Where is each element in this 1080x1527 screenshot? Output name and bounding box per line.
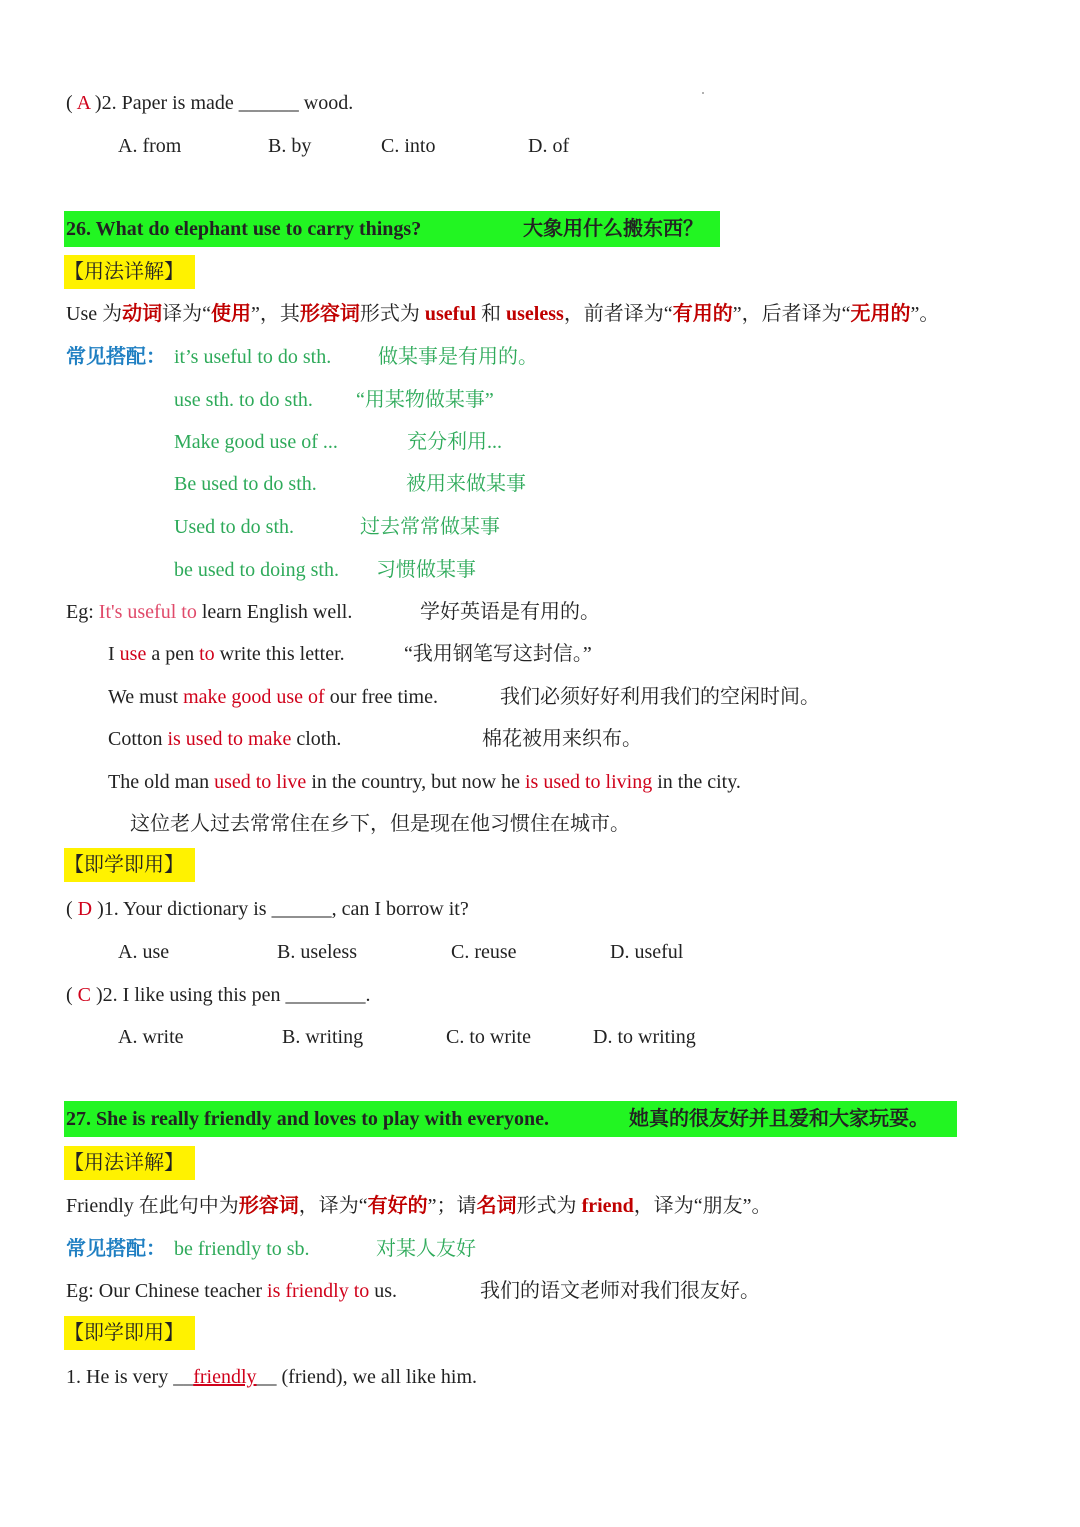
usage-keyword: 有用的 <box>672 303 733 325</box>
example-text: in the city. <box>652 771 741 793</box>
example-text: in the country, but now he <box>306 771 525 793</box>
collocation-en: it’s useful to do sth. <box>174 346 332 368</box>
usage-keyword: useful <box>424 303 477 325</box>
usage-text: 和 <box>476 303 507 325</box>
usage-keyword: 名词 <box>476 1195 517 1217</box>
answer-letter: A <box>76 92 90 114</box>
collocation-en: Be used to do sth. <box>174 473 317 495</box>
example-5-zh: 这位老人过去常常住在乡下，但是现在他习惯住在城市。 <box>130 813 630 835</box>
example-text: a pen <box>146 643 200 665</box>
example-text: write this letter. <box>214 643 345 665</box>
example-1 <box>66 1277 397 1305</box>
example-text: us. <box>369 1280 398 1302</box>
question-text: __ (friend), we all like him. <box>256 1366 478 1388</box>
example-highlight: used to live <box>214 771 307 793</box>
option-b: B. by <box>268 135 312 157</box>
example-text: cloth. <box>291 728 342 750</box>
usage-text: ，前者译为“ <box>563 303 673 325</box>
collocation-zh: 习惯做某事 <box>376 559 476 581</box>
example-2 <box>108 640 345 668</box>
section-27-title-en: 27. She is really friendly and loves to play with everyone. <box>66 1108 549 1130</box>
usage-text: ，译为“ <box>298 1195 368 1217</box>
example-1-zh: 学好英语是有用的。 <box>420 601 600 623</box>
question-text: )2. Paper is made ______ wood. <box>94 92 354 114</box>
option-b: B. writing <box>282 1026 364 1048</box>
example-highlight: It's useful to <box>98 601 197 623</box>
option-a: A. write <box>118 1026 184 1048</box>
usage-explanation <box>66 300 939 328</box>
example-highlight: is used to living <box>524 771 653 793</box>
collocation-zh: 过去常常做某事 <box>360 516 500 538</box>
example-highlight: use <box>119 643 147 665</box>
practice-question-1: ( D )1. Your dictionary is ______, can I borrow it? <box>66 898 469 920</box>
example-4-zh: 棉花被用来织布。 <box>482 728 642 750</box>
collocation-en: use sth. to do sth. <box>174 389 313 411</box>
fill-answer: friendly <box>193 1366 257 1388</box>
question-text: )2. I like using this pen ________. <box>96 984 371 1006</box>
scan-dot <box>702 92 704 94</box>
usage-explanation <box>66 1192 772 1220</box>
usage-keyword: 形容词 <box>238 1195 299 1217</box>
example-highlight: is friendly to <box>267 1280 370 1302</box>
practice-tag: 【即学即用】 <box>64 854 184 876</box>
usage-keyword: 无用的 <box>850 303 911 325</box>
example-text: I <box>108 643 120 665</box>
option-b: B. useless <box>277 941 357 963</box>
example-2-zh: “我用钢笔写这封信。” <box>404 643 592 665</box>
option-d: D. to writing <box>593 1026 696 1048</box>
usage-keyword: 有好的 <box>367 1195 428 1217</box>
usage-text: ”；请 <box>427 1195 477 1217</box>
practice-tag: 【即学即用】 <box>64 1322 184 1344</box>
question-text: )1. Your dictionary is ______, can I borrow it? <box>97 898 469 920</box>
practice-question-2: ( C )2. I like using this pen ________. <box>66 984 371 1006</box>
option-c: C. reuse <box>451 941 517 963</box>
collocation-zh: “用某物做某事” <box>356 389 494 411</box>
option-c: C. into <box>381 135 436 157</box>
example-text: Eg: <box>66 601 99 623</box>
section-26-title-en: 26. What do elephant use to carry things? <box>66 218 422 240</box>
example-3 <box>108 683 438 711</box>
top-question: ( A )2. Paper is made ______ wood. <box>66 92 354 114</box>
example-1-zh: 我们的语文老师对我们很友好。 <box>480 1280 760 1302</box>
collocation-label: 常见搭配： <box>66 1238 166 1260</box>
usage-text: 形式为 <box>359 303 425 325</box>
usage-keyword: 形容词 <box>299 303 360 325</box>
usage-text: ”，其 <box>251 303 300 325</box>
example-text: We must <box>108 686 184 708</box>
usage-text: Use 为 <box>66 303 123 325</box>
fill-in-question <box>66 1363 477 1391</box>
usage-text: ”。 <box>910 303 940 325</box>
example-highlight: to <box>199 643 215 665</box>
collocation-zh: 被用来做某事 <box>406 473 526 495</box>
collocation-zh: 充分利用... <box>407 431 502 453</box>
question-text: 1. He is very __ <box>66 1366 194 1388</box>
usage-text: ”，后者译为“ <box>732 303 851 325</box>
example-text: Cotton <box>108 728 168 750</box>
usage-keyword: 动词 <box>122 303 163 325</box>
section-27-title-zh: 她真的很友好并且爱和大家玩耍。 <box>629 1108 929 1130</box>
example-text: The old man <box>108 771 215 793</box>
example-1 <box>66 598 352 626</box>
collocation-en: Used to do sth. <box>174 516 294 538</box>
usage-tag: 【用法详解】 <box>64 261 184 283</box>
example-text: Eg: Our Chinese teacher <box>66 1280 268 1302</box>
answer-letter: C <box>77 984 92 1006</box>
example-4 <box>108 725 341 753</box>
example-text: our free time. <box>324 686 438 708</box>
example-highlight: is used to make <box>167 728 292 750</box>
collocation-en: be friendly to sb. <box>174 1238 310 1260</box>
option-a: A. from <box>118 135 182 157</box>
answer-letter: D <box>77 898 93 920</box>
collocation-en: be used to doing sth. <box>174 559 339 581</box>
example-5 <box>108 768 741 796</box>
option-a: A. use <box>118 941 170 963</box>
usage-text: ，译为“朋友”。 <box>633 1195 772 1217</box>
collocation-zh: 做某事是有用的。 <box>378 346 538 368</box>
example-text: learn English well. <box>196 601 353 623</box>
collocation-label: 常见搭配： <box>66 346 166 368</box>
section-26-title-zh: 大象用什么搬东西？ <box>523 218 703 240</box>
collocation-zh: 对某人友好 <box>376 1238 476 1260</box>
option-c: C. to write <box>446 1026 531 1048</box>
example-highlight: make good use of <box>183 686 325 708</box>
option-d: D. of <box>528 135 570 157</box>
option-d: D. useful <box>610 941 684 963</box>
usage-keyword: useless <box>506 303 564 325</box>
example-3-zh: 我们必须好好利用我们的空闲时间。 <box>500 686 820 708</box>
usage-keyword: friend <box>581 1195 634 1217</box>
usage-text: 译为“ <box>162 303 211 325</box>
usage-text: 形式为 <box>516 1195 582 1217</box>
usage-keyword: 使用 <box>211 303 251 325</box>
usage-text: Friendly 在此句中为 <box>66 1195 239 1217</box>
collocation-en: Make good use of ... <box>174 431 338 453</box>
usage-tag: 【用法详解】 <box>64 1152 184 1174</box>
